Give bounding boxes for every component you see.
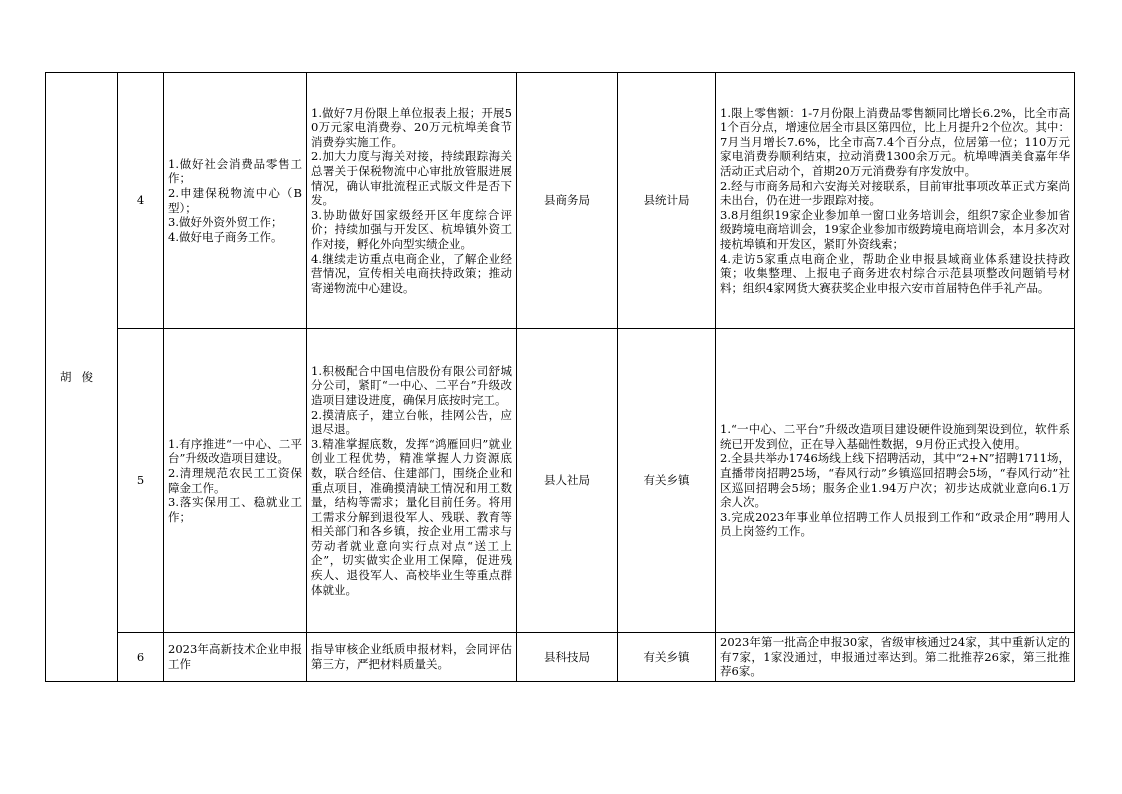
task-cell: 2023年高新技术企业申报工作: [164, 633, 307, 682]
coop-unit-cell: 有关乡镇: [618, 633, 716, 682]
progress-cell: 1.限上零售额：1-7月份限上消费品零售额同比增长6.2%，比全市高1个百分点，增速位居全市县区第四位，比上月提升2个位次。其中：7月当月增长7.6%，比全市高7.4个百分点，位居第一位；110万元家电消费券顺利结束，拉动消费1300余万元。杭埠啤酒美食嘉年华活动正式启动个，首期20万元消费券有序发放中。 2.经与市商务局和六安海关对接联系，目前审批事项改革正式方案尚未出台，仍在进一步跟踪对接。 3.8月组织19家企业参加单一窗口业务培训会，组织7家企业参加省级跨境电商培训会，19家企业参加市级跨境电商培训会，本月多次对接杭埠镇和开发区，紧盯外资线索； 4.走访5家重点电商企业，帮助企业申报县域商业体系建设扶持政策；收集整理、上报电子商务进农村综合示范县项整改问题销号材料；组织4家网货大赛获奖企业申报六安市首届特色伴手礼产品。: [716, 73, 1075, 329]
coop-unit-cell: 县统计局: [618, 73, 716, 329]
task-cell: 1.做好社会消费品零售工作； 2.申建保税物流中心（B型）； 3.做好外资外贸工作； 4.做好电子商务工作。: [164, 73, 307, 329]
lead-unit-cell: 县商务局: [517, 73, 618, 329]
work-progress-table: [45, 72, 1075, 682]
task-cell: 1.有序推进“一中心、二平台”升级改造项目建设。 2.清理规范农民工工资保障金工作。 3.落实保用工、稳就业工作；: [164, 329, 307, 633]
leader-name-cell: 胡俊: [46, 73, 118, 682]
measures-cell: 1.做好7月份限上单位报表上报；开展50万元家电消费券、20万元杭埠美食节消费券实施工作。 2.加大力度与海关对接，持续跟踪海关总署关于保税物流中心审批放管服进展情况，确认审批流程正式版文件是否下发。 3.协助做好国家级经开区年度综合评价；持续加强与开发区、杭埠镇外资工作对接，孵化外向型实绩企业。 4.继续走访重点电商企业，了解企业经营情况，宣传相关电商扶持政策；推动寄递物流中心建设。: [307, 73, 517, 329]
progress-cell: 2023年第一批高企申报30家，省级审核通过24家，其中重新认定的有7家，1家没通过，申报通过率达到。第二批推荐26家，第三批推荐6家。: [716, 633, 1075, 682]
table-row: [46, 329, 1075, 633]
measures-cell: 指导审核企业纸质申报材料，会同评估第三方，严把材料质量关。: [307, 633, 517, 682]
table-row: [46, 633, 1075, 682]
table-row: [46, 73, 1075, 329]
lead-unit-cell: 县人社局: [517, 329, 618, 633]
row-number-cell: 4: [118, 73, 164, 329]
coop-unit-cell: 有关乡镇: [618, 329, 716, 633]
progress-cell: 1.“一中心、二平台”升级改造项目建设硬件设施到架设到位，软件系统已开发到位，正在导入基础性数据，9月份正式投入使用。 2.全县共举办1746场线上线下招聘活动，其中“2+N”招聘1711场，直播带岗招聘25场，“春风行动”乡镇巡回招聘会5场，“春风行动”社区巡回招聘会5场；服务企业1.94万户次；初步达成就业意向6.1万余人次。 3.完成2023年事业单位招聘工作人员报到工作和“政录企用”聘用人员上岗签约工作。: [716, 329, 1075, 633]
measures-cell: 1.积极配合中国电信股份有限公司舒城分公司，紧盯“一中心、二平台”升级改造项目建设进度，确保月底按时完工。 2.摸清底子，建立台帐，挂网公告，应退尽退。 3.精准掌握底数，发挥“鸿雁回归”就业创业工程优势，精准掌握人力资源底数，联合经信、住建部门，围绕企业和重点项目，准确摸清缺工情况和用工数量，结构等需求；量化目前任务。将用工需求分解到退役军人、残联、教育等相关部门和各乡镇，按企业用工需求与劳动者就业意向实行点对点“送工上企”，切实做实企业用工保障，促进残疾人、退役军人、高校毕业生等重点群体就业。: [307, 329, 517, 633]
row-number-cell: 6: [118, 633, 164, 682]
lead-unit-cell: 县科技局: [517, 633, 618, 682]
row-number-cell: 5: [118, 329, 164, 633]
